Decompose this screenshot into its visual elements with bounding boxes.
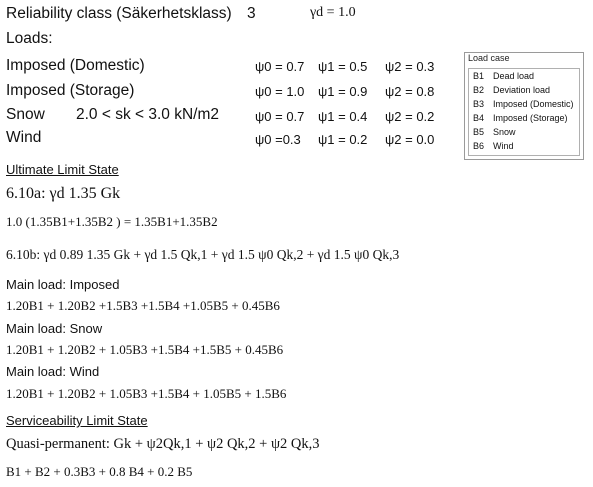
main-load-wind-label: Main load: Wind — [6, 364, 100, 379]
loads-label: Loads: — [6, 30, 53, 47]
psi2-imposed-storage: ψ2 = 0.8 — [385, 84, 435, 99]
legend-item: B3 Imposed (Domestic) — [473, 99, 574, 109]
main-load-snow-equation: 1.20B1 + 1.20B2 + 1.05B3 +1.5B4 +1.5B5 + 0.45B6 — [6, 342, 284, 357]
legend-title: Load case — [468, 53, 510, 63]
psi0-imposed-storage: ψ0 = 1.0 — [255, 84, 305, 99]
load-name-snow: Snow — [6, 106, 45, 123]
psi1-snow: ψ1 = 0.4 — [318, 109, 368, 124]
eq-6-10a: 6.10a: γd 1.35 Gk — [6, 185, 121, 202]
legend-list — [468, 68, 580, 156]
legend-item: B2 Deviation load — [473, 85, 551, 95]
psi2-wind: ψ2 = 0.0 — [385, 132, 435, 147]
load-name-imposed-domestic: Imposed (Domestic) — [6, 57, 145, 74]
reliability-class-label: Reliability class (Säkerhetsklass) — [6, 5, 232, 22]
psi1-imposed-domestic: ψ1 = 0.5 — [318, 59, 368, 74]
reliability-class-value: 3 — [247, 5, 256, 22]
uls-heading: Ultimate Limit State — [6, 162, 119, 177]
psi2-imposed-domestic: ψ2 = 0.3 — [385, 59, 435, 74]
psi0-snow: ψ0 = 0.7 — [255, 109, 305, 124]
quasi-permanent-equation: B1 + B2 + 0.3B3 + 0.8 B4 + 0.2 B5 — [6, 464, 193, 479]
legend-item: B5 Snow — [473, 127, 516, 137]
main-load-snow-label: Main load: Snow — [6, 321, 103, 336]
eq-6-10a-expanded: 1.0 (1.35B1+1.35B2 ) = 1.35B1+1.35B2 — [6, 214, 218, 229]
psi2-snow: ψ2 = 0.2 — [385, 109, 435, 124]
main-load-imposed-label: Main load: Imposed — [6, 277, 120, 292]
psi0-wind: ψ0 =0.3 — [255, 132, 301, 147]
eq-6-10b: 6.10b: γd 0.89 1.35 Gk + γd 1.5 Qk,1 + γd 1.5 ψ0 Qk,2 + γd 1.5 ψ0 Qk,3 — [6, 247, 400, 262]
psi1-wind: ψ1 = 0.2 — [318, 132, 368, 147]
sls-heading: Serviceability Limit State — [6, 413, 148, 428]
load-name-wind: Wind — [6, 129, 42, 146]
gamma-d-value: γd = 1.0 — [310, 5, 356, 20]
snow-condition: 2.0 < sk < 3.0 kN/m2 — [76, 106, 220, 123]
load-name-imposed-storage: Imposed (Storage) — [6, 82, 135, 99]
load-case-legend — [464, 52, 584, 160]
legend-item: B1 Dead load — [473, 71, 535, 81]
psi0-imposed-domestic: ψ0 = 0.7 — [255, 59, 305, 74]
psi1-imposed-storage: ψ1 = 0.9 — [318, 84, 368, 99]
quasi-permanent-formula: Quasi-permanent: Gk + ψ2Qk,1 + ψ2 Qk,2 + ψ2 Qk,3 — [6, 436, 320, 452]
main-load-imposed-equation: 1.20B1 + 1.20B2 +1.5B3 +1.5B4 +1.05B5 + 0.45B6 — [6, 298, 280, 313]
legend-item: B6 Wind — [473, 141, 514, 151]
main-load-wind-equation: 1.20B1 + 1.20B2 + 1.05B3 +1.5B4 + 1.05B5 + 1.5B6 — [6, 386, 287, 401]
legend-item: B4 Imposed (Storage) — [473, 113, 568, 123]
